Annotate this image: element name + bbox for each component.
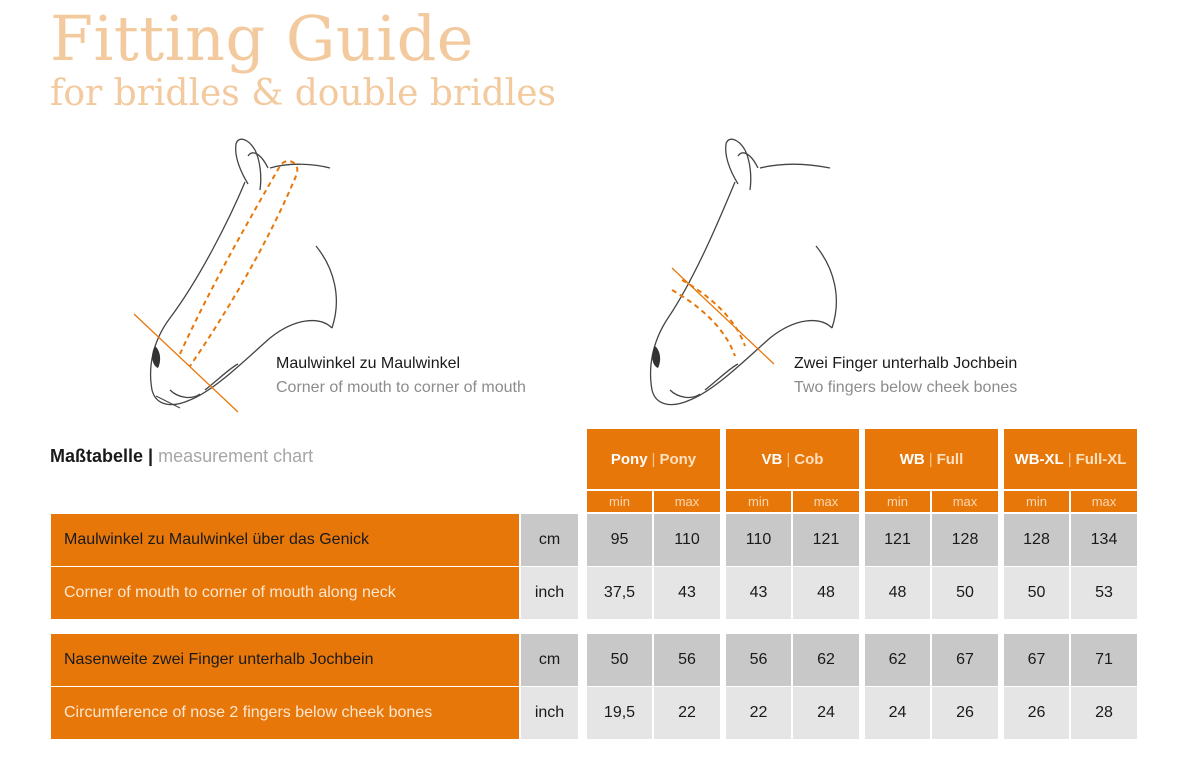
value-cell: 121: [865, 514, 930, 566]
min-header: min: [587, 491, 652, 512]
value-cell: 128: [932, 514, 998, 566]
row-label: Nasenweite zwei Finger unterhalb Jochbein: [51, 634, 519, 686]
max-header: max: [932, 491, 998, 512]
chart-title-separator: |: [148, 446, 154, 466]
size-name-german: VB: [761, 450, 783, 468]
size-name-german: WB: [899, 450, 925, 468]
value-cell: 48: [865, 567, 930, 619]
value-cell: 110: [726, 514, 791, 566]
caption-english: Two fingers below cheek bones: [794, 379, 1018, 396]
max-header: max: [793, 491, 859, 512]
measurement-line: [672, 268, 774, 364]
page-title: Fitting Guide: [50, 2, 475, 75]
caption-german: Maulwinkel zu Maulwinkel: [276, 355, 461, 372]
row-label: Circumference of nose 2 fingers below cheek bones: [51, 687, 519, 739]
value-cell: 134: [1071, 514, 1137, 566]
size-name-english: Full: [936, 450, 964, 468]
value-cell: 28: [1071, 687, 1137, 739]
row-label: Maulwinkel zu Maulwinkel über das Genick: [51, 514, 519, 566]
value-cell: 56: [654, 634, 720, 686]
dashed-strap-path: [180, 161, 297, 366]
max-header: max: [654, 491, 720, 512]
max-header: max: [1071, 491, 1137, 512]
value-cell: 50: [932, 567, 998, 619]
value-cell: 19,5: [587, 687, 652, 739]
value-cell: 62: [865, 634, 930, 686]
min-header: min: [726, 491, 791, 512]
value-cell: 37,5: [587, 567, 652, 619]
min-header: min: [865, 491, 930, 512]
size-header-full-xl: WB-XL | Full-XL: [1004, 429, 1137, 489]
value-cell: 24: [865, 687, 930, 739]
size-header-cob: VB | Cob: [726, 429, 859, 489]
value-cell: 56: [726, 634, 791, 686]
value-cell: 43: [726, 567, 791, 619]
unit-cell: inch: [521, 567, 578, 619]
page-subtitle: for bridles & double bridles: [50, 73, 557, 114]
size-name-english: Pony: [659, 450, 697, 468]
size-name-english: Cob: [794, 450, 824, 468]
value-cell: 24: [793, 687, 859, 739]
value-cell: 22: [726, 687, 791, 739]
value-cell: 71: [1071, 634, 1137, 686]
unit-cell: cm: [521, 514, 578, 566]
value-cell: 50: [587, 634, 652, 686]
illustration-caption-2: [794, 352, 1017, 400]
value-cell: 26: [1004, 687, 1069, 739]
value-cell: 43: [654, 567, 720, 619]
value-cell: 67: [1004, 634, 1069, 686]
value-cell: 22: [654, 687, 720, 739]
caption-english: Corner of mouth to corner of mouth: [276, 379, 526, 396]
size-header-pony: Pony | Pony: [587, 429, 720, 489]
illustration-caption-1: [276, 352, 526, 400]
value-cell: 67: [932, 634, 998, 686]
caption-german: Zwei Finger unterhalb Jochbein: [794, 355, 1018, 372]
size-name-german: WB-XL: [1014, 450, 1064, 468]
value-cell: 62: [793, 634, 859, 686]
size-name-english: Full-XL: [1075, 450, 1127, 468]
value-cell: 50: [1004, 567, 1069, 619]
unit-cell: cm: [521, 634, 578, 686]
unit-cell: inch: [521, 687, 578, 739]
value-cell: 121: [793, 514, 859, 566]
value-cell: 110: [654, 514, 720, 566]
size-name-german: Pony: [610, 450, 648, 468]
value-cell: 48: [793, 567, 859, 619]
value-cell: 128: [1004, 514, 1069, 566]
min-header: min: [1004, 491, 1069, 512]
size-header-full: WB | Full: [865, 429, 998, 489]
value-cell: 26: [932, 687, 998, 739]
measurement-chart-title: [50, 446, 313, 467]
chart-title-german: Maßtabelle: [50, 446, 144, 466]
value-cell: 53: [1071, 567, 1137, 619]
chart-title-english: measurement chart: [158, 446, 314, 466]
row-label: Corner of mouth to corner of mouth along neck: [51, 567, 519, 619]
value-cell: 95: [587, 514, 652, 566]
